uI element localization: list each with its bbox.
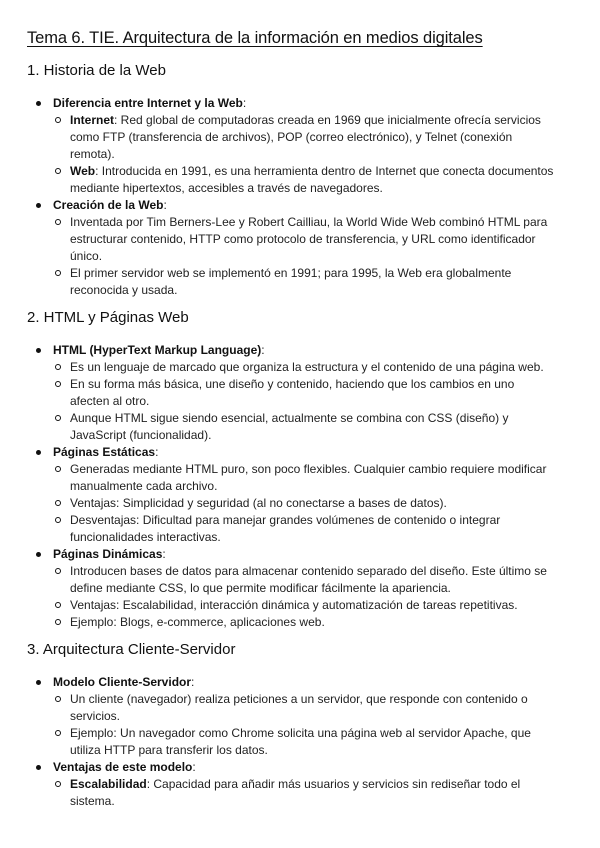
item-label: Páginas Estáticas xyxy=(53,445,156,459)
sub-item: Desventajas: Dificultad para manejar grandes volúmenes de contenido o integrar funcionalidades interactivas. xyxy=(53,512,555,546)
sub-list xyxy=(53,563,600,631)
sub-item: En su forma más básica, une diseño y contenido, haciendo que los cambios en uno afecten al otro. xyxy=(53,376,555,410)
sub-item: Web: Introducida en 1991, es una herramienta dentro de Internet que conecta documentos mediante hipertextos, accesibles a través de navegadores. xyxy=(53,163,555,197)
sub-list xyxy=(53,214,600,299)
sub-list xyxy=(53,112,600,197)
list-item: Diferencia entre Internet y la Web: Internet: Red global de computadoras creada en 1969 que inicialmente ofrecía servicios como FTP (transferencia de archivos), POP (correo electrónico), y Telnet (conexión remota). Web: Introducida en 1991, es una herramienta dentro de Internet que conecta documentos mediante hipertextos, accesibles a través de navegadores. xyxy=(0,95,600,197)
section-heading-cliente-servidor: 3. Arquitectura Cliente-Servidor xyxy=(27,641,236,658)
list-item: Ventajas de este modelo: Escalabilidad: Capacidad para añadir más usuarios y servicios sin rediseñar todo el sistema. xyxy=(0,759,600,810)
list-item: Modelo Cliente-Servidor: Un cliente (navegador) realiza peticiones a un servidor, que responde con contenido o servicios. Ejemplo: Un navegador como Chrome solicita una página web al servidor Apache, que utiliza HTTP para transferir los datos. xyxy=(0,674,600,759)
section-heading-historia: 1. Historia de la Web xyxy=(27,62,166,79)
sub-list xyxy=(53,691,600,759)
item-label: Ventajas de este modelo xyxy=(53,760,193,774)
sub-item: Ventajas: Simplicidad y seguridad (al no conectarse a bases de datos). xyxy=(53,495,555,512)
sub-item: Escalabilidad: Capacidad para añadir más usuarios y servicios sin rediseñar todo el sistema. xyxy=(53,776,555,810)
sub-item: Ventajas: Escalabilidad, interacción dinámica y automatización de tareas repetitivas. xyxy=(53,597,555,614)
sub-item: Ejemplo: Un navegador como Chrome solicita una página web al servidor Apache, que utiliza HTTP para transferir los datos. xyxy=(53,725,555,759)
section-list-cliente-servidor xyxy=(0,674,600,810)
sub-list xyxy=(53,776,600,810)
list-item: HTML (HyperText Markup Language): Es un lenguaje de marcado que organiza la estructura y el contenido de una página web. En su forma más básica, une diseño y contenido, haciendo que los cambios en uno afecten al otro. Aunque HTML sigue siendo esencial, actualmente se combina con CSS (diseño) y JavaScript (funcionalidad). xyxy=(0,342,600,444)
sub-item: Introducen bases de datos para almacenar contenido separado del diseño. Este último se define mediante CSS, lo que permite modificar fácilmente la apariencia. xyxy=(53,563,555,597)
sub-item: El primer servidor web se implementó en 1991; para 1995, la Web era globalmente reconocida y usada. xyxy=(53,265,555,299)
sub-item: Ejemplo: Blogs, e-commerce, aplicaciones web. xyxy=(53,614,555,631)
sub-item: Internet: Red global de computadoras creada en 1969 que inicialmente ofrecía servicios como FTP (transferencia de archivos), POP (correo electrónico), y Telnet (conexión remota). xyxy=(53,112,555,163)
item-label: HTML (HyperText Markup Language) xyxy=(53,343,262,357)
sub-item: Es un lenguaje de marcado que organiza la estructura y el contenido de una página web. xyxy=(53,359,555,376)
document-title: Tema 6. TIE. Arquitectura de la información en medios digitales xyxy=(27,29,483,47)
sub-item: Inventada por Tim Berners-Lee y Robert Cailliau, la World Wide Web combinó HTML para estructurar contenido, HTTP como protocolo de transferencia, y URL como identificador único. xyxy=(53,214,555,265)
section-list-historia xyxy=(0,95,600,299)
section-heading-html: 2. HTML y Páginas Web xyxy=(27,309,189,326)
list-item: Creación de la Web: Inventada por Tim Berners-Lee y Robert Cailliau, la World Wide Web combinó HTML para estructurar contenido, HTTP como protocolo de transferencia, y URL como identificador único. El primer servidor web se implementó en 1991; para 1995, la Web era globalmente reconocida y usada. xyxy=(0,197,600,299)
item-label: Modelo Cliente-Servidor xyxy=(53,675,192,689)
section-list-html xyxy=(0,342,600,631)
sub-list xyxy=(53,461,600,546)
sub-item: Generadas mediante HTML puro, son poco flexibles. Cualquier cambio requiere modificar manualmente cada archivo. xyxy=(53,461,555,495)
sub-item: Un cliente (navegador) realiza peticiones a un servidor, que responde con contenido o servicios. xyxy=(53,691,555,725)
item-label: Páginas Dinámicas xyxy=(53,547,163,561)
list-item: Páginas Dinámicas: Introducen bases de datos para almacenar contenido separado del diseño. Este último se define mediante CSS, lo que permite modificar fácilmente la apariencia. Ventajas: Escalabilidad, interacción dinámica y automatización de tareas repetitivas. Ejemplo: Blogs, e-commerce, aplicaciones web. xyxy=(0,546,600,631)
sub-item: Aunque HTML sigue siendo esencial, actualmente se combina con CSS (diseño) y JavaScript (funcionalidad). xyxy=(53,410,555,444)
list-item: Páginas Estáticas: Generadas mediante HTML puro, son poco flexibles. Cualquier cambio requiere modificar manualmente cada archivo. Ventajas: Simplicidad y seguridad (al no conectarse a bases de datos). Desventajas: Dificultad para manejar grandes volúmenes de contenido o integrar funcionalidades interactivas. xyxy=(0,444,600,546)
item-label: Diferencia entre Internet y la Web xyxy=(53,96,243,110)
sub-list xyxy=(53,359,600,444)
item-label: Creación de la Web xyxy=(53,198,164,212)
